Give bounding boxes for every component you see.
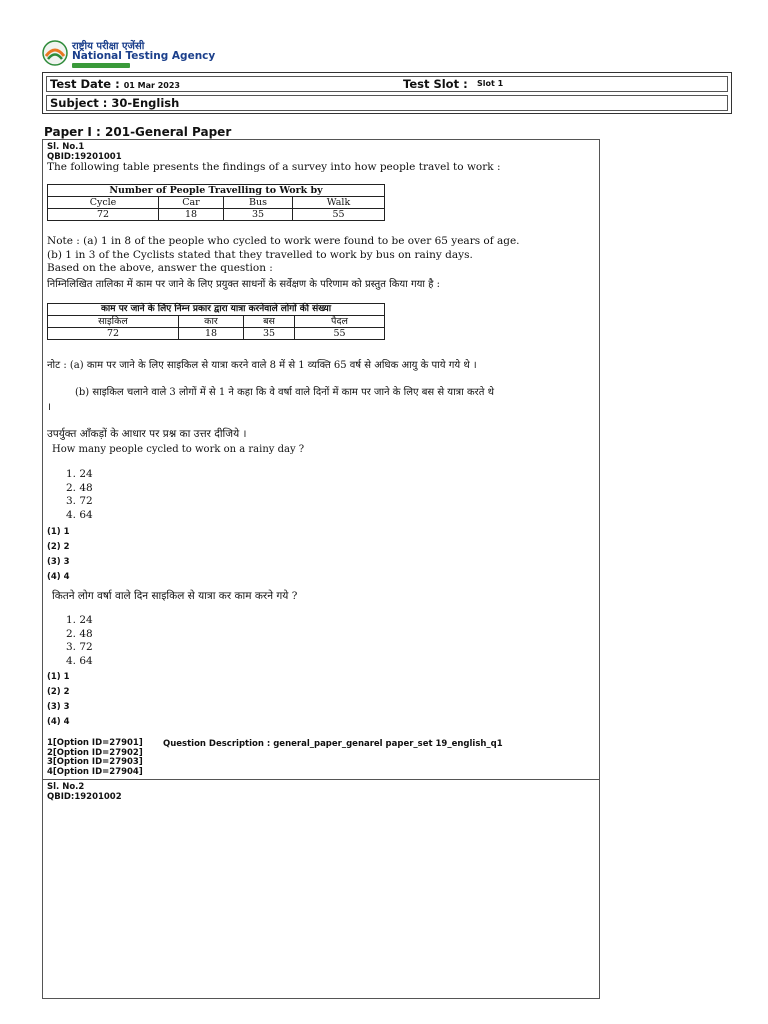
table-hi-title: काम पर जाने के लिए निम्न प्रकार द्वारा यात्रा करनेवाले लोगों की संख्या bbox=[48, 304, 385, 316]
answer-choice: (2) 2 bbox=[47, 687, 70, 697]
table-en-header: Car bbox=[159, 197, 224, 209]
q1-intro-hi: निम्निलिखित तालिका में काम पर जाने के लिए प्रयुक्त साधनों के सर्वेक्षण के परिणाम को प्रस्तुत किया गया है : bbox=[47, 279, 440, 290]
q2-qbid: QBID:19201002 bbox=[47, 792, 122, 802]
nta-emblem-icon bbox=[42, 40, 68, 66]
q1-instruction-hi: उपर्युक्त आँकड़ों के आधार पर प्रश्न का उत्तर दीजिये । bbox=[47, 428, 247, 440]
answer-choice: (1) 1 bbox=[47, 672, 70, 682]
q1-intro-en: The following table presents the findings of a survey into how people travel to work : bbox=[47, 161, 501, 173]
option-item: 4. 64 bbox=[66, 508, 93, 521]
test-date-row bbox=[46, 76, 728, 92]
option-item: 3. 72 bbox=[66, 495, 93, 507]
option-item: 2. 48 bbox=[66, 627, 93, 640]
q2-sl-no: Sl. No.2 bbox=[47, 782, 85, 792]
table-en-title: Number of People Travelling to Work by bbox=[48, 185, 385, 197]
nta-logo bbox=[42, 38, 216, 70]
answer-choice: (3) 3 bbox=[47, 557, 70, 567]
q1-note-hi-2b: । bbox=[47, 401, 51, 413]
table-hi-cell: 35 bbox=[244, 328, 295, 340]
table-hi-cell: 72 bbox=[48, 328, 179, 340]
q1-answers-hi bbox=[47, 670, 70, 730]
table-hi-cell: 18 bbox=[179, 328, 244, 340]
q1-options-hi bbox=[66, 614, 93, 668]
subject-text: Subject : 30-English bbox=[50, 96, 180, 110]
test-date-value: 01 Mar 2023 bbox=[123, 81, 180, 90]
table-en-cell: 18 bbox=[159, 209, 224, 221]
option-item: 1. 24 bbox=[66, 468, 93, 480]
test-slot-label: Test Slot : bbox=[403, 77, 468, 91]
answer-choice: (3) 3 bbox=[47, 702, 70, 712]
q1-option-ids bbox=[47, 739, 143, 777]
answer-choice: (4) 4 bbox=[47, 572, 70, 582]
survey-table-en bbox=[47, 184, 385, 221]
table-hi-header: बस bbox=[244, 316, 295, 328]
question-separator bbox=[42, 779, 600, 780]
q1-question-hi: कितने लोग वर्षा वाले दिन साइकिल से यात्रा कर काम करने गये ? bbox=[52, 590, 298, 602]
table-en-header: Walk bbox=[293, 197, 385, 209]
answer-choice: (1) 1 bbox=[47, 527, 70, 537]
table-en-header: Bus bbox=[224, 197, 293, 209]
table-hi-header: साइकिल bbox=[48, 316, 179, 328]
option-item: 4. 64 bbox=[66, 654, 93, 667]
q1-sl-no: Sl. No.1 bbox=[47, 142, 85, 152]
q1-question-en: How many people cycled to work on a rainy day ? bbox=[52, 444, 305, 455]
test-header bbox=[42, 72, 732, 114]
paper-title: Paper I : 201-General Paper bbox=[44, 125, 232, 139]
option-id: 1[Option ID=27901] bbox=[47, 738, 143, 748]
q1-note-en-2: (b) 1 in 3 of the Cyclists stated that they travelled to work by bus on rainy days. bbox=[47, 249, 473, 261]
table-hi-header: पैदल bbox=[295, 316, 385, 328]
table-en-cell: 72 bbox=[48, 209, 159, 221]
table-hi-cell: 55 bbox=[295, 328, 385, 340]
q1-note-hi-2: (b) साइकिल चलाने वाले 3 लोगों में से 1 ने कहा कि वे वर्षा वाले दिनों में काम पर जाने के लिए बस से यात्रा करते थे bbox=[75, 387, 495, 398]
table-en-cell: 55 bbox=[293, 209, 385, 221]
test-date-label: Test Date : bbox=[50, 77, 120, 91]
test-slot-value: Slot 1 bbox=[477, 79, 504, 88]
answer-choice: (4) 4 bbox=[47, 717, 70, 727]
logo-english-text: National Testing Agency bbox=[72, 50, 216, 62]
option-id: 4[Option ID=27904] bbox=[47, 766, 143, 777]
q1-description: Question Description : general_paper_genarel paper_set 19_english_q1 bbox=[163, 739, 503, 749]
q1-options-en bbox=[66, 468, 93, 522]
q1-note-en-1: Note : (a) 1 in 8 of the people who cycled to work were found to be over 65 years of age. bbox=[47, 235, 520, 247]
option-item: 3. 72 bbox=[66, 641, 93, 653]
option-id: 3[Option ID=27903] bbox=[47, 757, 143, 767]
logo-hindi-text: राष्ट्रीय परीक्षा एजेंसी bbox=[72, 41, 145, 52]
option-id: 2[Option ID=27902] bbox=[47, 747, 143, 758]
option-item: 1. 24 bbox=[66, 614, 93, 626]
subject-row bbox=[46, 95, 728, 111]
table-en-cell: 35 bbox=[224, 209, 293, 221]
answer-choice: (2) 2 bbox=[47, 542, 70, 552]
q1-answers-en bbox=[47, 525, 70, 585]
table-hi-header: कार bbox=[179, 316, 244, 328]
q1-note-en-3: Based on the above, answer the question : bbox=[47, 262, 273, 274]
q1-note-hi-1: नोट : (a) काम पर जाने के लिए साइकिल से यात्रा करने वाले 8 में से 1 व्यक्ति 65 वर्ष से अधिक आयु के पाये गये थे । bbox=[47, 360, 477, 371]
logo-tagline-bar bbox=[72, 63, 130, 68]
option-item: 2. 48 bbox=[66, 481, 93, 494]
q1-qbid: QBID:19201001 bbox=[47, 152, 122, 162]
table-en-header: Cycle bbox=[48, 197, 159, 209]
survey-table-hi bbox=[47, 303, 385, 340]
